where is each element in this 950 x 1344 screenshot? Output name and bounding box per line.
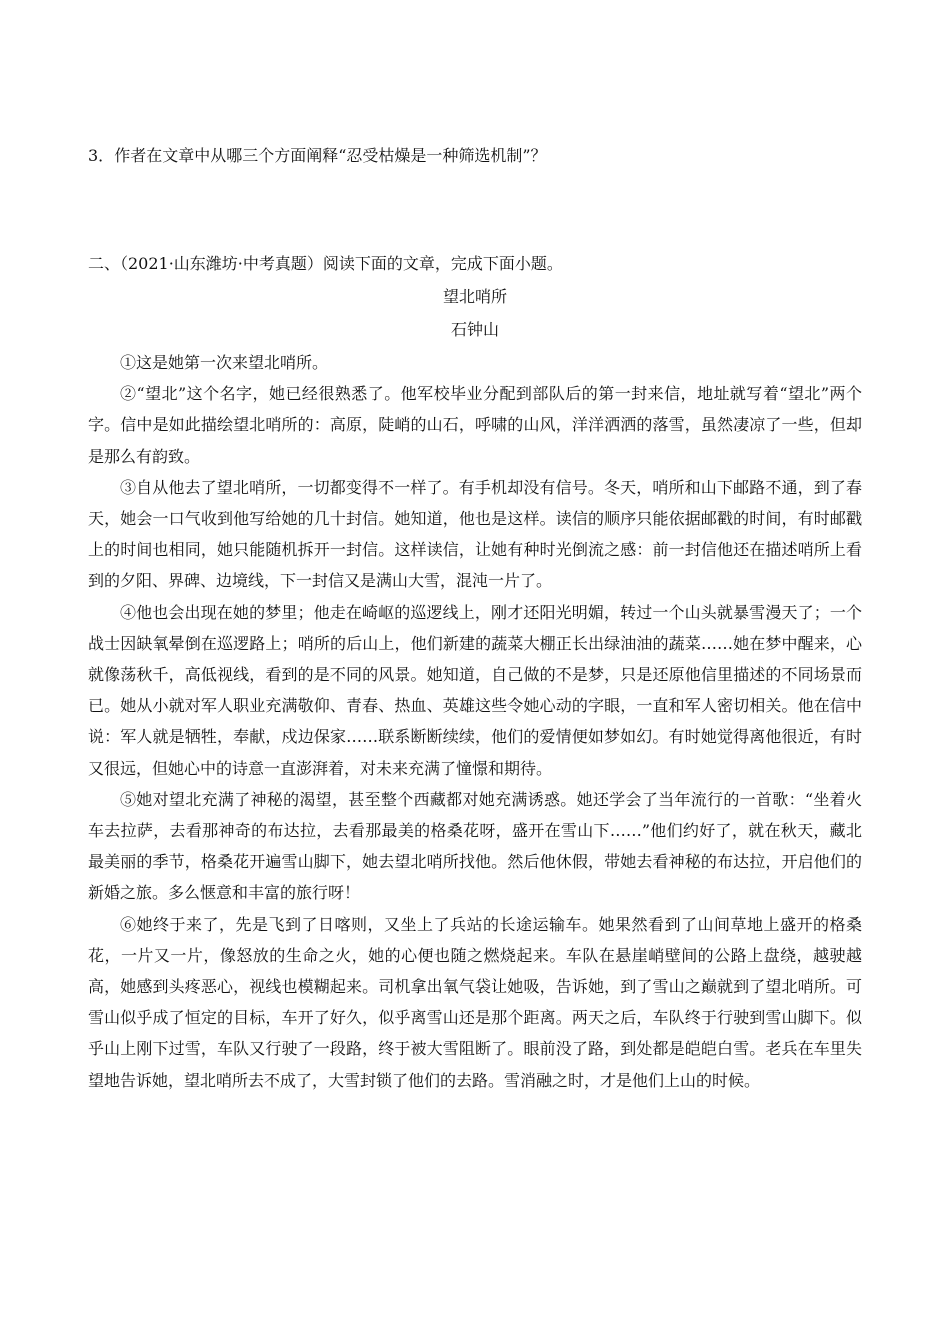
paragraph-6: ⑥她终于来了，先是飞到了日喀则，又坐上了兵站的长途运输车。她果然看到了山间草地上盛开的格桑花，一片又一片，像怒放的生命之火，她的心便也随之燃烧起来。车队在悬崖峭壁间的公路上盘绕，越驶越高，她感到头疼恶心，视线也模糊起来。司机拿出氧气袋让她吸，告诉她，到了雪山之巅就到了望北哨所。可雪山似乎成了恒定的目标，车开了好久，似乎离雪山还是那个距离。两天之后，车队终于行驶到雪山脚下。似乎山上刚下过雪，车队又行驶了一段路，终于被大雪阻断了。眼前没了路，到处都是皑皑白雪。老兵在车里失望地告诉她，望北哨所去不成了，大雪封锁了他们的去路。雪消融之时，才是他们上山的时候。 — [88, 914, 862, 1090]
question-number: 3． — [88, 146, 115, 165]
paragraph-4: ④他也会出现在她的梦里；他走在崎岖的巡逻线上，刚才还阳光明媚，转过一个山头就暴雪漫天了；一个战士因缺氧晕倒在巡逻路上；哨所的后山上，他们新建的蔬菜大棚正长出绿油油的蔬菜……她在梦中醒来，心就像荡秋千，高低视线，看到的是不同的风景。她知道，自己做的不是梦，只是还原他信里描述的不同场景而已。她从小就对军人职业充满敬仰、青春、热血、英雄这些令她心动的字眼，一直和军人密切相关。他在信中说：军人就是牺牲，奉献，戍边保家……联系断断续续，他们的爱情便如梦如幻。有时她觉得离他很近，有时又很远，但她心中的诗意一直澎湃着，对未来充满了憧憬和期待。 — [88, 602, 862, 778]
paragraph-1: ①这是她第一次来望北哨所。 — [120, 353, 329, 372]
section-heading: 二、（2021·山东潍坊·中考真题）阅读下面的文章，完成下面小题。 — [88, 254, 563, 273]
article-author: 石钟山 — [450, 320, 499, 339]
question-text: 作者在文章中从哪三个方面阐释“忍受枯燥是一种筛选机制”？ — [114, 146, 547, 165]
question-3 — [88, 142, 547, 170]
paragraph-2: ②“望北”这个名字，她已经很熟悉了。他军校毕业分配到部队后的第一封来信，地址就写着“望北”两个字。信中是如此描绘望北哨所的：高原，陡峭的山石，呼啸的山风，洋洋洒洒的落雪，虽然凄凉了一些，但却是那么有韵致。 — [88, 384, 862, 466]
article-body — [88, 347, 862, 1096]
paragraph-3: ③自从他去了望北哨所，一切都变得不一样了。有手机却没有信号。冬天，哨所和山下邮路不通，到了春天，她会一口气收到他写给她的几十封信。她知道，他也是这样。读信的顺序只能依据邮戳的时间，有时邮戳上的时间也相同，她只能随机拆开一封信。这样读信，让她有种时光倒流之感：前一封信他还在描述哨所上看到的夕阳、界碑、边境线，下一封信又是满山大雪，混沌一片了。 — [88, 477, 862, 591]
paragraph-5: ⑤她对望北充满了神秘的渴望，甚至整个西藏都对她充满诱惑。她还学会了当年流行的一首歌：“坐着火车去拉萨，去看那神奇的布达拉，去看那最美的格桑花呀，盛开在雪山下……”他们约好了，就在秋天，藏北最美丽的季节，格桑花开遍雪山脚下，她去望北哨所找他。然后他休假，带她去看神秘的布达拉，开启他们的新婚之旅。多么惬意和丰富的旅行呀！ — [88, 789, 862, 903]
article-title: 望北哨所 — [442, 287, 507, 306]
